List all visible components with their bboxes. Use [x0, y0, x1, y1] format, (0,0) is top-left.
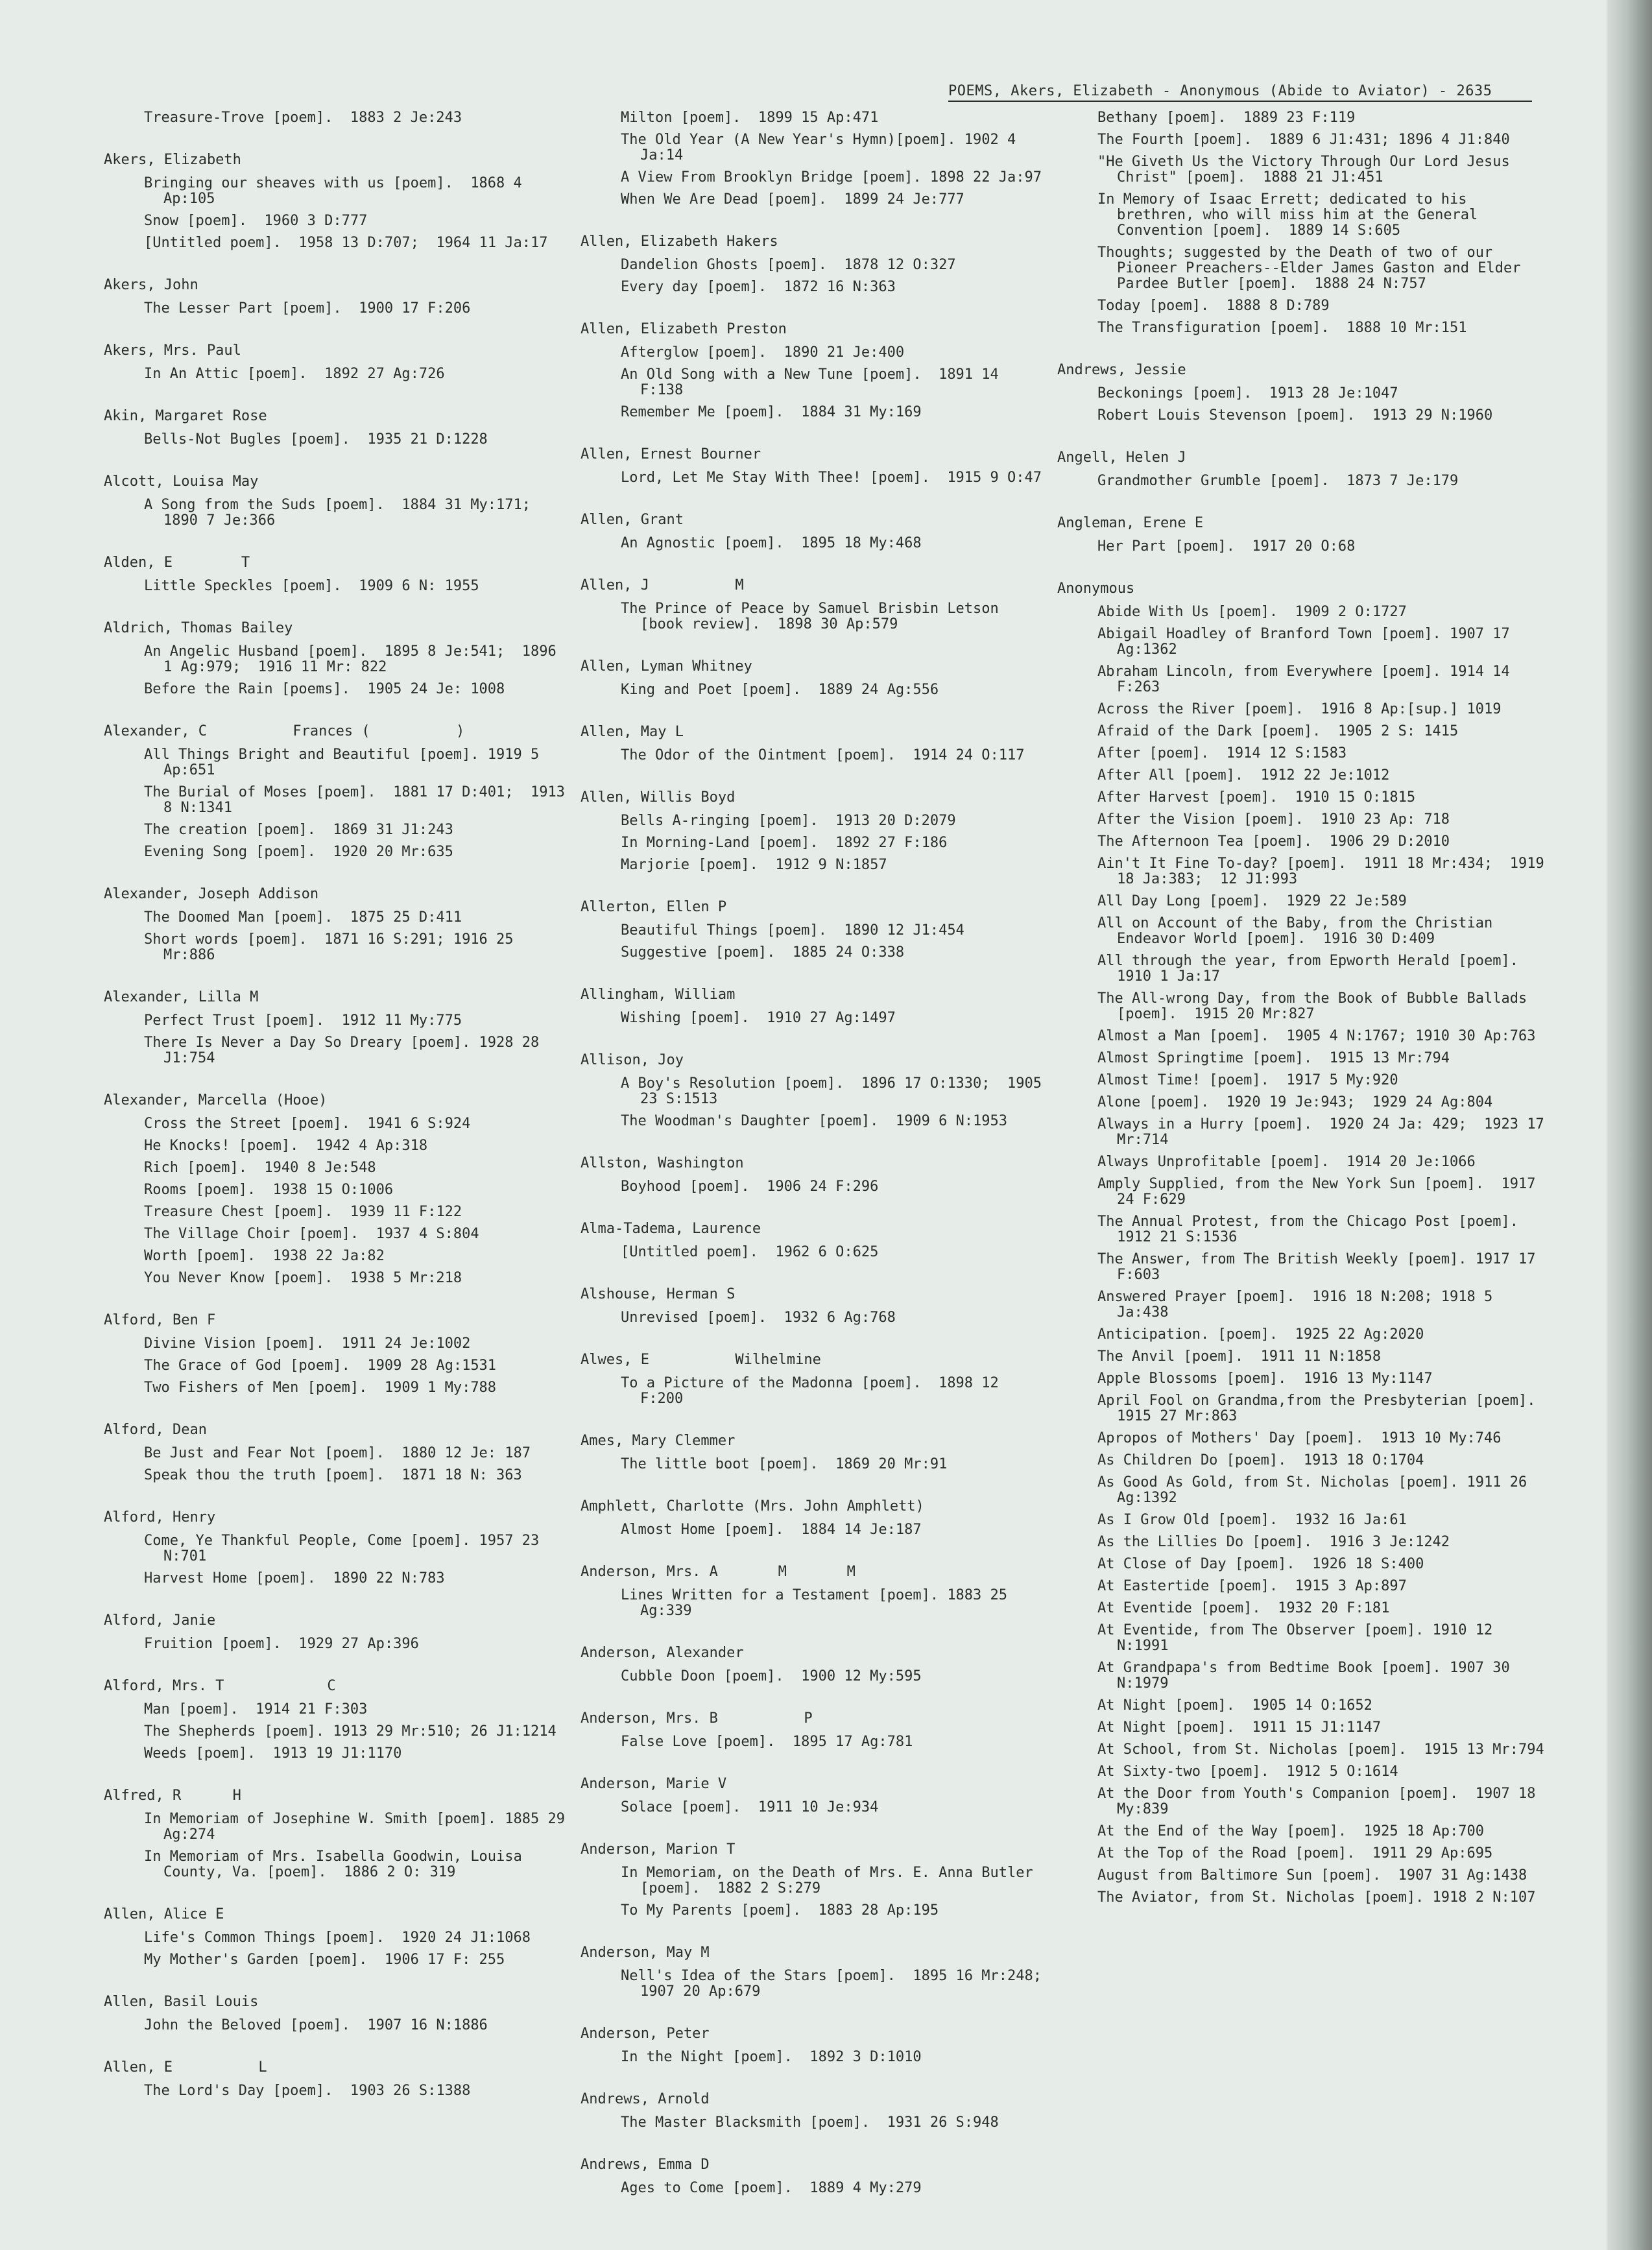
- author-block: [581, 512, 1047, 551]
- author-name: Anonymous: [1057, 580, 1135, 597]
- poem-entry: Across the River [poem]. 1916 8 Ap:[sup.] 1019: [1097, 701, 1502, 717]
- poem-entry: Remember Me [poem]. 1884 31 My:169: [621, 404, 922, 420]
- author-block: [581, 658, 1047, 698]
- author-block: [104, 723, 574, 860]
- poem-entry: Abigail Hoadley of Branford Town [poem]. 1907 17 Ag:1362: [1097, 626, 1519, 658]
- author-name: Allston, Washington: [581, 1155, 744, 1171]
- author-name: Andrews, Jessie: [1057, 362, 1186, 378]
- poem-entry: The Answer, from The British Weekly [poem]. 1917 17 F:603: [1097, 1251, 1544, 1283]
- page-edge-shadow: [1607, 0, 1652, 2250]
- poem-entry: The Prince of Peace by Samuel Brisbin Letson [book review]. 1898 30 Ap:579: [621, 601, 1008, 632]
- poem-entry: The All-wrong Day, from the Book of Bubble Ballads [poem]. 1915 20 Mr:827: [1097, 990, 1536, 1022]
- poem-entry: At Eventide, from The Observer [poem]. 1910 12 N:1991: [1097, 1622, 1502, 1654]
- poem-entry: The Odor of the Ointment [poem]. 1914 24 O:117: [621, 747, 1025, 763]
- author-name: Angleman, Erene E: [1057, 515, 1204, 531]
- author-name: Anderson, Marie V: [581, 1776, 727, 1792]
- column-3-authors: [1057, 362, 1553, 1906]
- poem-entry: All Day Long [poem]. 1929 22 Je:589: [1097, 893, 1407, 909]
- poem-entry: Always Unprofitable [poem]. 1914 20 Je:1066: [1097, 1154, 1476, 1170]
- author-block: [581, 1433, 1047, 1472]
- poem-entry: Weeds [poem]. 1913 19 J1:1170: [144, 1745, 402, 1762]
- author-block: [581, 987, 1047, 1026]
- poem-entry: August from Baltimore Sun [poem]. 1907 31 Ag:1438: [1097, 1867, 1527, 1884]
- author-block: [581, 1710, 1047, 1750]
- poem-entry: Man [poem]. 1914 21 F:303: [144, 1701, 368, 1717]
- poem-entry: Afraid of the Dark [poem]. 1905 2 S: 1415: [1097, 723, 1459, 739]
- author-name: Anderson, Mrs. B P: [581, 1710, 813, 1727]
- author-block: [104, 277, 571, 317]
- poem-entry: Perfect Trust [poem]. 1912 11 My:775: [144, 1012, 462, 1029]
- poem-entry: The Lesser Part [poem]. 1900 17 F:206: [144, 300, 471, 317]
- poem-entry: As Good As Gold, from St. Nicholas [poem]. 1911 26 Ag:1392: [1097, 1474, 1536, 1506]
- author-name: Aldrich, Thomas Bailey: [104, 620, 293, 636]
- poem-entry: Answered Prayer [poem]. 1916 18 N:208; 1918 5 Ja:438: [1097, 1289, 1502, 1321]
- author-block: [104, 1312, 571, 1396]
- author-block: [104, 1509, 571, 1586]
- poem-entry: As the Lillies Do [poem]. 1916 3 Je:1242: [1097, 1534, 1450, 1550]
- poem-entry: Robert Louis Stevenson [poem]. 1913 29 N:1960: [1097, 407, 1493, 424]
- poem-entry: Afterglow [poem]. 1890 21 Je:400: [621, 344, 905, 361]
- poem-entry: At the End of the Way [poem]. 1925 18 Ap:700: [1097, 1823, 1485, 1839]
- author-name: Allen, Basil Louis: [104, 1994, 259, 2010]
- poem-entry: Ages to Come [poem]. 1889 4 My:279: [621, 2180, 922, 2196]
- poem-entry: My Mother's Garden [poem]. 1906 17 F: 255: [144, 1952, 505, 1968]
- poem-entry: The Afternoon Tea [poem]. 1906 29 D:2010: [1097, 833, 1450, 850]
- author-block: [1057, 362, 1550, 424]
- author-block: [581, 1841, 1047, 1919]
- column-1: [104, 110, 574, 2105]
- poem-entry: Suggestive [poem]. 1885 24 O:338: [621, 944, 905, 961]
- poem-entry: All through the year, from Epworth Herald [poem]. 1910 1 Ja:17: [1097, 953, 1536, 985]
- author-name: Anderson, Peter: [581, 2026, 710, 2042]
- poem-entry: The little boot [poem]. 1869 20 Mr:91: [621, 1456, 948, 1472]
- poem-entry: Ain't It Fine To-day? [poem]. 1911 18 Mr:434; 1919 18 Ja:383; 12 J1:993: [1097, 856, 1553, 887]
- poem-entry: Abide With Us [poem]. 1909 2 O:1727: [1097, 604, 1407, 620]
- author-block: [581, 1498, 1047, 1538]
- author-block: [1057, 580, 1553, 1906]
- lead-entry: In Memory of Isaac Errett; dedicated to his brethren, who will miss him at the General Convention [poem]. 1889 14 S:605: [1097, 191, 1487, 239]
- column-3: [1057, 110, 1553, 1912]
- poem-entry: The Doomed Man [poem]. 1875 25 D:411: [144, 909, 462, 926]
- poem-entry: As Children Do [poem]. 1913 18 O:1704: [1097, 1452, 1424, 1468]
- poem-entry: At Close of Day [poem]. 1926 18 S:400: [1097, 1556, 1424, 1572]
- author-block: [104, 342, 571, 382]
- poem-entry: Apropos of Mothers' Day [poem]. 1913 10 My:746: [1097, 1430, 1502, 1446]
- poem-entry: Almost Home [poem]. 1884 14 Je:187: [621, 1522, 922, 1538]
- poem-entry: Life's Common Things [poem]. 1920 24 J1:1068: [144, 1930, 531, 1946]
- author-name: Andrews, Emma D: [581, 2157, 710, 2173]
- author-block: [581, 321, 1047, 420]
- author-name: Alcott, Louisa May: [104, 473, 259, 490]
- column-1-authors: [104, 152, 574, 2099]
- poem-entry: An Old Song with a New Tune [poem]. 1891 14 F:138: [621, 366, 1008, 398]
- author-name: Alford, Dean: [104, 1422, 207, 1438]
- author-block: [581, 1945, 1059, 2000]
- poem-entry: Evening Song [poem]. 1920 20 Mr:635: [144, 844, 453, 860]
- poem-entry: The Grace of God [poem]. 1909 28 Ag:1531: [144, 1358, 497, 1374]
- author-name: Allerton, Ellen P: [581, 899, 727, 915]
- author-block: [581, 1645, 1047, 1684]
- poem-entry: At the Top of the Road [poem]. 1911 29 Ap:695: [1097, 1845, 1493, 1861]
- author-block: [104, 1092, 571, 1286]
- author-block: [581, 446, 1047, 486]
- poem-entry: Beautiful Things [poem]. 1890 12 J1:454: [621, 922, 964, 939]
- lead-entry: Thoughts; suggested by the Death of two of our Pioneer Preachers--Elder James Gaston and Elder Pardee Butler [poem]. 1888 24 N:757: [1097, 245, 1529, 292]
- author-block: [104, 152, 571, 251]
- poem-entry: Boyhood [poem]. 1906 24 F:296: [621, 1179, 879, 1195]
- poem-entry: In An Attic [poem]. 1892 27 Ag:726: [144, 366, 445, 382]
- author-block: [581, 789, 1047, 873]
- author-name: Allen, Grant: [581, 512, 684, 528]
- author-name: Alford, Henry: [104, 1509, 216, 1526]
- poem-entry: Bells A-ringing [poem]. 1913 20 D:2079: [621, 813, 956, 829]
- lead-entry: The Old Year (A New Year's Hymn)[poem]. 1902 4 Ja:14: [621, 132, 1025, 163]
- author-name: Allen, Ernest Bourner: [581, 446, 761, 462]
- poem-entry: Worth [poem]. 1938 22 Ja:82: [144, 1248, 385, 1264]
- author-block: [581, 1052, 1051, 1129]
- author-block: [581, 1286, 1047, 1326]
- author-name: Alexander, Lilla M: [104, 989, 259, 1005]
- author-name: Allen, Elizabeth Hakers: [581, 233, 778, 250]
- poem-entry: Lord, Let Me Stay With Thee! [poem]. 1915 9 O:47: [621, 470, 1042, 486]
- author-block: [104, 886, 571, 963]
- poem-entry: An Agnostic [poem]. 1895 18 My:468: [621, 535, 922, 551]
- poem-entry: There Is Never a Day So Dreary [poem]. 1928 28 J1:754: [144, 1035, 548, 1066]
- author-name: Allen, Willis Boyd: [581, 789, 736, 806]
- poem-entry: To My Parents [poem]. 1883 28 Ap:195: [621, 1902, 939, 1919]
- poem-entry: After Harvest [poem]. 1910 15 O:1815: [1097, 789, 1416, 806]
- poem-entry: At Eastertide [poem]. 1915 3 Ap:897: [1097, 1578, 1407, 1594]
- poem-entry: The creation [poem]. 1869 31 J1:243: [144, 822, 453, 838]
- poem-entry: Rich [poem]. 1940 8 Je:548: [144, 1160, 376, 1176]
- author-name: Alford, Janie: [104, 1612, 216, 1629]
- poem-entry: [Untitled poem]. 1962 6 O:625: [621, 1244, 879, 1260]
- poem-entry: Beckonings [poem]. 1913 28 Je:1047: [1097, 385, 1398, 401]
- poem-entry: Treasure Chest [poem]. 1939 11 F:122: [144, 1204, 462, 1220]
- poem-entry: John the Beloved [poem]. 1907 16 N:1886: [144, 2017, 488, 2033]
- poem-entry: Marjorie [poem]. 1912 9 N:1857: [621, 857, 887, 873]
- poem-entry: The Lord's Day [poem]. 1903 26 S:1388: [144, 2083, 471, 2099]
- poem-entry: Lines Written for a Testament [poem]. 1883 25 Ag:339: [621, 1587, 1016, 1619]
- author-block: [104, 2059, 571, 2099]
- author-block: [104, 1612, 571, 1652]
- poem-entry: All Things Bright and Beautiful [poem]. 1919 5 Ap:651: [144, 747, 548, 778]
- poem-entry: In Memoriam, on the Death of Mrs. E. Anna Butler [poem]. 1882 2 S:279: [621, 1865, 1042, 1897]
- poem-entry: Harvest Home [poem]. 1890 22 N:783: [144, 1570, 445, 1586]
- lead-entry: When We Are Dead [poem]. 1899 24 Je:777: [621, 191, 964, 208]
- poem-entry: As I Grow Old [poem]. 1932 16 Ja:61: [1097, 1512, 1407, 1528]
- poem-entry: Divine Vision [poem]. 1911 24 Je:1002: [144, 1335, 471, 1352]
- lead-entry: Milton [poem]. 1899 15 Ap:471: [621, 110, 879, 126]
- author-block: [104, 1678, 571, 1762]
- author-block: [104, 989, 571, 1066]
- poem-entry: Almost a Man [poem]. 1905 4 N:1767; 1910 30 Ap:763: [1097, 1028, 1536, 1044]
- poem-entry: Two Fishers of Men [poem]. 1909 1 My:788: [144, 1380, 497, 1396]
- author-name: Anderson, Mrs. A M M: [581, 1564, 856, 1580]
- poem-entry: In Morning-Land [poem]. 1892 27 F:186: [621, 835, 948, 851]
- author-block: [581, 1155, 1047, 1195]
- lead-entry: "He Giveth Us the Victory Through Our Lord Jesus Christ" [poem]. 1888 21 J1:451: [1097, 154, 1519, 186]
- poem-entry: In Memoriam of Josephine W. Smith [poem]. 1885 29 Ag:274: [144, 1811, 574, 1843]
- poem-entry: Abraham Lincoln, from Everywhere [poem]. 1914 14 F:263: [1097, 664, 1519, 695]
- poem-entry: The Aviator, from St. Nicholas [poem]. 1918 2 N:107: [1097, 1889, 1536, 1906]
- author-name: Alexander, Marcella (Hooe): [104, 1092, 328, 1108]
- author-name: Allen, J M: [581, 577, 744, 593]
- author-name: Alexander, Joseph Addison: [104, 886, 319, 902]
- author-name: Alfred, R H: [104, 1788, 241, 1804]
- author-name: Alexander, C Frances ( ): [104, 723, 465, 739]
- poem-entry: At the Door from Youth's Companion [poem]. 1907 18 My:839: [1097, 1786, 1544, 1817]
- poem-entry: A Song from the Suds [poem]. 1884 31 My:171; 1890 7 Je:366: [144, 497, 548, 529]
- column-2-authors: [581, 233, 1059, 2196]
- poem-entry: After the Vision [poem]. 1910 23 Ap: 718: [1097, 811, 1450, 828]
- poem-entry: Dandelion Ghosts [poem]. 1878 12 O:327: [621, 257, 956, 273]
- poem-entry: Bringing our sheaves with us [poem]. 1868 4 Ap:105: [144, 175, 531, 207]
- poem-entry: The Annual Protest, from the Chicago Post [poem]. 1912 21 S:1536: [1097, 1214, 1536, 1245]
- author-name: Alford, Mrs. T C: [104, 1678, 336, 1694]
- author-block: [104, 555, 571, 594]
- poem-entry: Cross the Street [poem]. 1941 6 S:924: [144, 1116, 471, 1132]
- poem-entry: Little Speckles [poem]. 1909 6 N: 1955: [144, 578, 479, 594]
- author-name: Andrews, Arnold: [581, 2091, 710, 2107]
- poem-entry: Her Part [poem]. 1917 20 O:68: [1097, 538, 1356, 555]
- poem-entry: Solace [poem]. 1911 10 Je:934: [621, 1799, 879, 1815]
- author-name: Akers, John: [104, 277, 198, 293]
- lead-entry: Today [poem]. 1888 8 D:789: [1097, 298, 1330, 314]
- author-name: Akers, Mrs. Paul: [104, 342, 241, 359]
- author-name: Alshouse, Herman S: [581, 1286, 736, 1302]
- poem-entry: Short words [poem]. 1871 16 S:291; 1916 25 Mr:886: [144, 931, 522, 963]
- author-block: [581, 724, 1047, 763]
- poem-entry: Grandmother Grumble [poem]. 1873 7 Je:179: [1097, 473, 1459, 489]
- author-name: Allingham, William: [581, 987, 736, 1003]
- poem-entry: Rooms [poem]. 1938 15 O:1006: [144, 1182, 394, 1198]
- author-name: Amphlett, Charlotte (Mrs. John Amphlett): [581, 1498, 924, 1514]
- poem-entry: At Night [poem]. 1905 14 O:1652: [1097, 1697, 1372, 1714]
- lead-entry: Treasure-Trove [poem]. 1883 2 Je:243: [144, 110, 462, 126]
- poem-entry: Alone [poem]. 1920 19 Je:943; 1929 24 Ag:804: [1097, 1094, 1493, 1110]
- column-2-lead-entries: [581, 110, 1047, 208]
- poem-entry: Always in a Hurry [poem]. 1920 24 Ja: 429; 1923 17 Mr:714: [1097, 1116, 1553, 1148]
- poem-entry: Come, Ye Thankful People, Come [poem]. 1957 23 N:701: [144, 1533, 548, 1564]
- author-name: Allen, Alice E: [104, 1906, 224, 1922]
- poem-entry: In Memoriam of Mrs. Isabella Goodwin, Louisa County, Va. [poem]. 1886 2 O: 319: [144, 1849, 531, 1880]
- poem-entry: At Eventide [poem]. 1932 20 F:181: [1097, 1600, 1390, 1616]
- author-block: [104, 1906, 571, 1968]
- author-name: Ames, Mary Clemmer: [581, 1433, 736, 1449]
- author-block: [104, 408, 571, 448]
- poem-entry: Snow [poem]. 1960 3 D:777: [144, 213, 368, 229]
- poem-entry: The Burial of Moses [poem]. 1881 17 D:401; 1913 8 N:1341: [144, 784, 574, 816]
- author-block: [104, 1422, 571, 1483]
- poem-entry: Nell's Idea of the Stars [poem]. 1895 16 Mr:248; 1907 20 Ap:679: [621, 1968, 1059, 2000]
- author-name: Allen, Lyman Whitney: [581, 658, 752, 675]
- poem-entry: Apple Blossoms [poem]. 1916 13 My:1147: [1097, 1370, 1433, 1387]
- author-name: Akers, Elizabeth: [104, 152, 241, 168]
- author-name: Anderson, Marion T: [581, 1841, 736, 1858]
- author-name: Angell, Helen J: [1057, 449, 1186, 466]
- poem-entry: An Angelic Husband [poem]. 1895 8 Je:541; 1896 1 Ag:979; 1916 11 Mr: 822: [144, 643, 566, 675]
- poem-entry: In the Night [poem]. 1892 3 D:1010: [621, 2049, 922, 2065]
- author-name: Allen, May L: [581, 724, 684, 740]
- poem-entry: At School, from St. Nicholas [poem]. 1915 13 Mr:794: [1097, 1741, 1544, 1758]
- lead-entry: The Transfiguration [poem]. 1888 10 Mr:151: [1097, 320, 1467, 336]
- author-block: [104, 1994, 571, 2033]
- poem-entry: Anticipation. [poem]. 1925 22 Ag:2020: [1097, 1326, 1424, 1343]
- author-block: [104, 620, 571, 697]
- author-block: [581, 577, 1047, 632]
- author-block: [581, 1564, 1047, 1619]
- author-name: Akin, Margaret Rose: [104, 408, 267, 424]
- author-block: [581, 2157, 1047, 2196]
- author-block: [1057, 515, 1550, 555]
- lead-entry: Bethany [poem]. 1889 23 F:119: [1097, 110, 1356, 126]
- poem-entry: After [poem]. 1914 12 S:1583: [1097, 745, 1347, 761]
- column-3-lead-entries: [1057, 110, 1550, 336]
- poem-entry: Before the Rain [poems]. 1905 24 Je: 1008: [144, 681, 505, 697]
- poem-entry: He Knocks! [poem]. 1942 4 Ap:318: [144, 1138, 428, 1154]
- author-block: [581, 899, 1047, 961]
- author-block: [581, 2091, 1047, 2131]
- poem-entry: Cubble Doon [poem]. 1900 12 My:595: [621, 1668, 922, 1684]
- author-name: Alwes, E Wilhelmine: [581, 1352, 821, 1368]
- poem-entry: Fruition [poem]. 1929 27 Ap:396: [144, 1636, 419, 1652]
- author-block: [581, 1221, 1047, 1260]
- author-block: [581, 2026, 1047, 2065]
- author-name: Allen, Elizabeth Preston: [581, 321, 787, 337]
- lead-entry: The Fourth [poem]. 1889 6 J1:431; 1896 4 J1:840: [1097, 132, 1510, 148]
- author-block: [104, 1788, 574, 1880]
- author-name: Alma-Tadema, Laurence: [581, 1221, 761, 1237]
- poem-entry: April Fool on Grandma,from the Presbyterian [poem]. 1915 27 Mr:863: [1097, 1393, 1553, 1424]
- poem-entry: King and Poet [poem]. 1889 24 Ag:556: [621, 682, 939, 698]
- poem-entry: To a Picture of the Madonna [poem]. 1898 12 F:200: [621, 1375, 1008, 1407]
- author-block: [581, 1352, 1047, 1407]
- author-name: Allen, E L: [104, 2059, 267, 2076]
- poem-entry: Speak thou the truth [poem]. 1871 18 N: 363: [144, 1467, 522, 1483]
- column-2: [581, 110, 1059, 2203]
- author-block: [581, 233, 1047, 295]
- author-name: Alden, E T: [104, 555, 250, 571]
- author-name: Allison, Joy: [581, 1052, 684, 1068]
- poem-entry: Almost Springtime [poem]. 1915 13 Mr:794: [1097, 1050, 1450, 1066]
- poem-entry: The Master Blacksmith [poem]. 1931 26 S:948: [621, 2114, 999, 2131]
- poem-entry: The Anvil [poem]. 1911 11 N:1858: [1097, 1348, 1382, 1365]
- poem-entry: Unrevised [poem]. 1932 6 Ag:768: [621, 1310, 896, 1326]
- poem-entry: Almost Time! [poem]. 1917 5 My:920: [1097, 1072, 1398, 1088]
- page-header: POEMS, Akers, Elizabeth - Anonymous (Abide to Aviator) - 2635: [948, 83, 1532, 102]
- author-name: Alford, Ben F: [104, 1312, 216, 1328]
- poem-entry: The Woodman's Daughter [poem]. 1909 6 N:1953: [621, 1113, 1008, 1129]
- author-name: Anderson, May M: [581, 1945, 710, 1961]
- poem-entry: Every day [poem]. 1872 16 N:363: [621, 279, 896, 295]
- poem-entry: Amply Supplied, from the New York Sun [poem]. 1917 24 F:629: [1097, 1176, 1544, 1208]
- poem-entry: Be Just and Fear Not [poem]. 1880 12 Je: 187: [144, 1445, 531, 1461]
- author-block: [1057, 449, 1550, 489]
- poem-entry: At Night [poem]. 1911 15 J1:1147: [1097, 1719, 1382, 1736]
- poem-entry: [Untitled poem]. 1958 13 D:707; 1964 11 Ja:17: [144, 235, 548, 251]
- poem-entry: The Village Choir [poem]. 1937 4 S:804: [144, 1226, 479, 1242]
- lead-entry: A View From Brooklyn Bridge [poem]. 1898 22 Ja:97: [621, 169, 1042, 186]
- poem-entry: You Never Know [poem]. 1938 5 Mr:218: [144, 1270, 462, 1286]
- poem-entry: False Love [poem]. 1895 17 Ag:781: [621, 1734, 913, 1750]
- poem-entry: After All [poem]. 1912 22 Je:1012: [1097, 767, 1390, 784]
- author-block: [104, 473, 571, 529]
- poem-entry: Bells-Not Bugles [poem]. 1935 21 D:1228: [144, 431, 488, 448]
- poem-entry: All on Account of the Baby, from the Christian Endeavor World [poem]. 1916 30 D:409: [1097, 915, 1502, 947]
- poem-entry: At Sixty-two [poem]. 1912 5 O:1614: [1097, 1764, 1398, 1780]
- poem-entry: A Boy's Resolution [poem]. 1896 17 O:1330; 1905 23 S:1513: [621, 1075, 1051, 1107]
- poem-entry: Wishing [poem]. 1910 27 Ag:1497: [621, 1010, 896, 1026]
- author-block: [581, 1776, 1047, 1815]
- author-name: Anderson, Alexander: [581, 1645, 744, 1661]
- poem-entry: The Shepherds [poem]. 1913 29 Mr:510; 26 J1:1214: [144, 1723, 557, 1740]
- poem-entry: At Grandpapa's from Bedtime Book [poem]. 1907 30 N:1979: [1097, 1660, 1519, 1692]
